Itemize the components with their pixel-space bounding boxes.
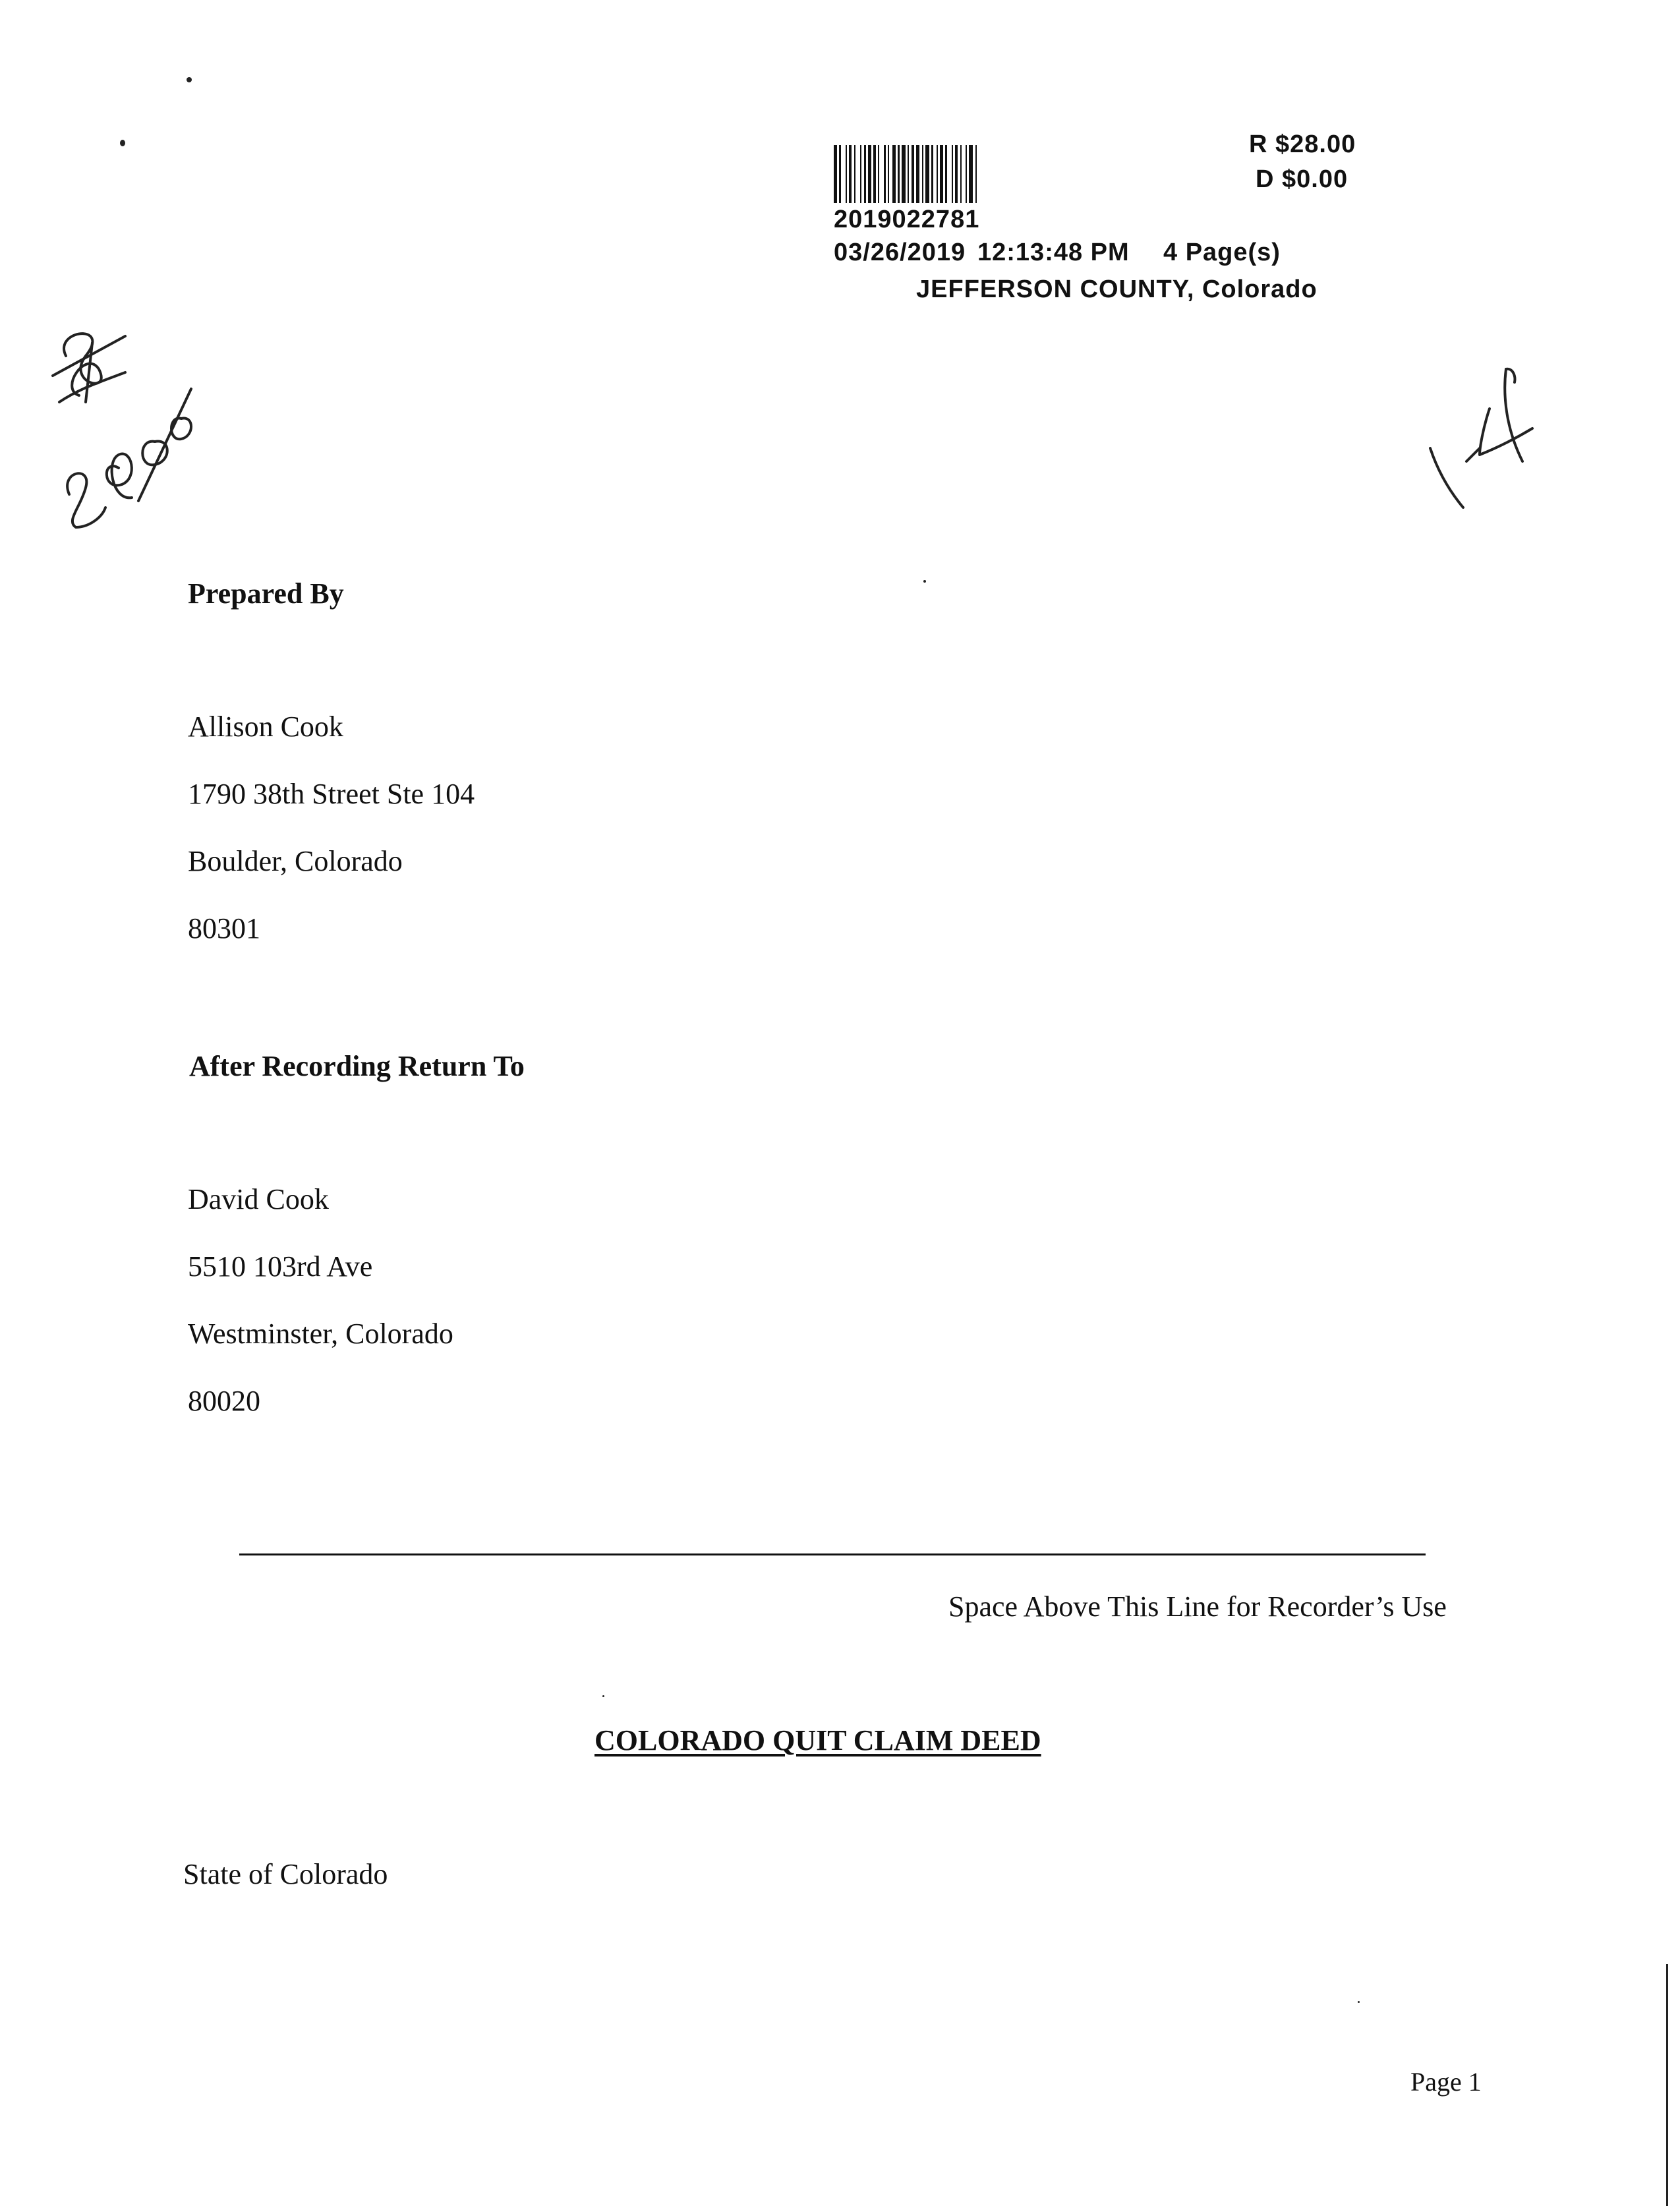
scan-speck: [1358, 2001, 1360, 2003]
page-count: 4 Page(s): [1163, 239, 1281, 266]
barcode-bar: [834, 145, 837, 203]
recording-date: 03/26/2019: [834, 239, 966, 266]
barcode-bar: [925, 145, 929, 203]
barcode-bar: [945, 145, 947, 203]
barcode-bar: [873, 145, 876, 203]
barcode-icon: [834, 145, 1216, 203]
reception-number: 2019022781: [834, 206, 980, 233]
scan-edge-mark: [1666, 1964, 1668, 2206]
scan-speck: [602, 1695, 604, 1697]
barcode-bar: [878, 145, 879, 203]
barcode-bar: [849, 145, 852, 203]
barcode-bar: [864, 145, 866, 203]
barcode-bar: [922, 145, 923, 203]
scan-speck: [923, 580, 926, 583]
recorder-divider: [239, 1553, 1426, 1555]
barcode-bar: [860, 145, 861, 203]
barcode-bar: [966, 145, 967, 203]
preparer-zip: 80301: [188, 912, 260, 944]
barcode-bar: [940, 145, 943, 203]
barcode-bar: [931, 145, 933, 203]
barcode-bar: [975, 145, 977, 203]
barcode-bar: [884, 145, 886, 203]
recording-time: 12:13:48 PM: [977, 239, 1130, 266]
barcode-bar: [898, 145, 900, 203]
prepared-by-heading: Prepared By: [188, 577, 344, 610]
return-zip: 80020: [188, 1385, 260, 1417]
preparer-name: Allison Cook: [188, 711, 343, 743]
preparer-city-state: Boulder, Colorado: [188, 845, 403, 877]
barcode-bar: [908, 145, 909, 203]
barcode-bar: [937, 145, 938, 203]
barcode-bar: [839, 145, 841, 203]
barcode-bar: [969, 145, 973, 203]
barcode-bar: [888, 145, 889, 203]
preparer-street: 1790 38th Street Ste 104: [188, 778, 475, 810]
return-street: 5510 103rd Ave: [188, 1250, 373, 1283]
return-to-heading: After Recording Return To: [189, 1050, 525, 1082]
handwritten-page-range: [1417, 356, 1536, 514]
barcode-bar: [892, 145, 896, 203]
state-line: State of Colorado: [183, 1858, 388, 1890]
barcode-bar: [955, 145, 958, 203]
page-number: Page 1: [1410, 2067, 1482, 2097]
scan-speck: [120, 140, 125, 146]
handwritten-fee-note: [40, 310, 198, 534]
barcode-bar: [854, 145, 855, 203]
barcode-bar: [916, 145, 919, 203]
recording-fee: R $28.00: [1249, 131, 1356, 158]
barcode-bar: [912, 145, 914, 203]
barcode-bar: [952, 145, 953, 203]
scan-speck: [187, 77, 192, 82]
return-city-state: Westminster, Colorado: [188, 1318, 453, 1350]
return-name: David Cook: [188, 1183, 329, 1215]
barcode-bar: [960, 145, 962, 203]
document-title: COLORADO QUIT CLAIM DEED: [594, 1724, 1041, 1756]
county-label: JEFFERSON COUNTY, Colorado: [916, 276, 1318, 303]
barcode-bar: [846, 145, 847, 203]
recorder-use-note: Space Above This Line for Recorder’s Use: [948, 1590, 1447, 1623]
documentary-fee: D $0.00: [1256, 165, 1348, 193]
barcode-bar: [902, 145, 906, 203]
barcode-bar: [868, 145, 871, 203]
